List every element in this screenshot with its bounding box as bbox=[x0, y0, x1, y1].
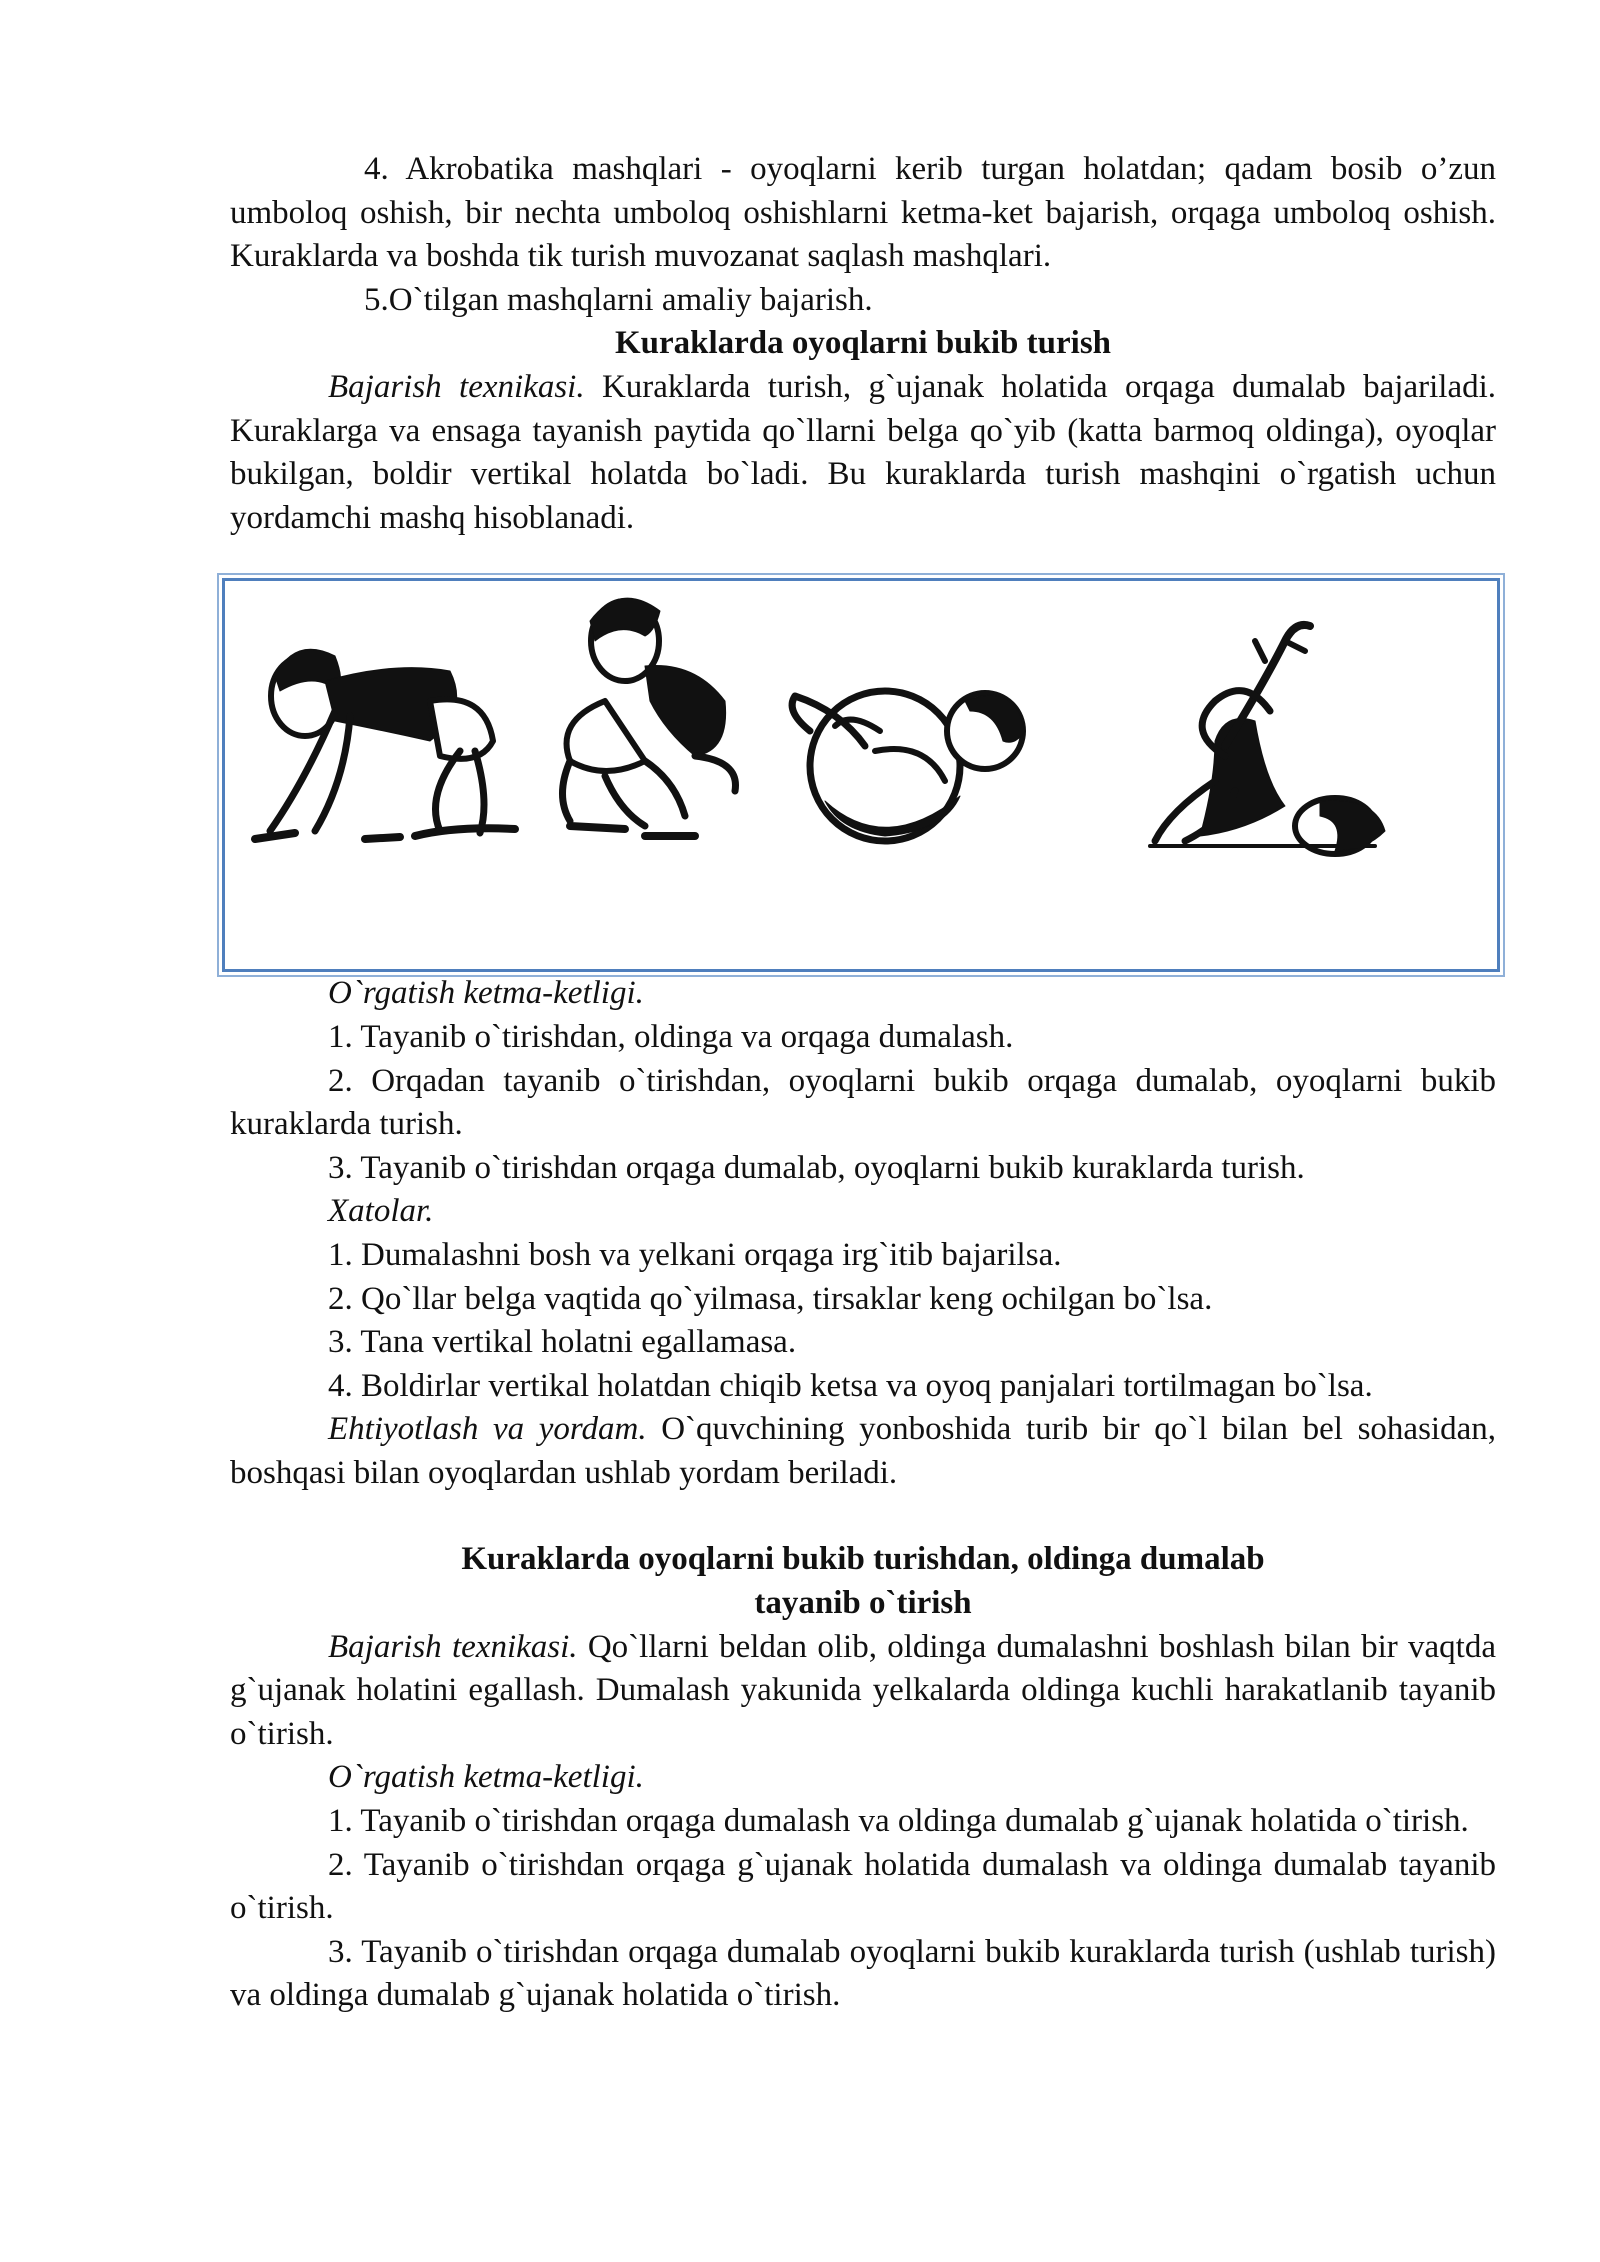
sequence-item: 3. Tayanib o`tirishdan orqaga dumalab, oyoqlarni bukib kuraklarda turish. bbox=[328, 1149, 1305, 1186]
figure-shoulder-stand bbox=[1150, 625, 1385, 854]
sequence-label-text: O`rgatish ketma-ketligi. bbox=[328, 1759, 644, 1796]
sequence-item: 2. Orqadan tayanib o`tirishdan, oyoqlarni bukib orqaga dumalab, oyoqlarni bukib kuraklarda turish. bbox=[230, 1062, 1496, 1143]
sequence-item: 1. Tayanib o`tirishdan, oldinga va orqaga dumalash. bbox=[328, 1018, 1014, 1055]
technique-paragraph-2 bbox=[230, 1626, 1496, 1757]
sequence-item: 1. Tayanib o`tirishdan orqaga dumalash va oldinga dumalab g`ujanak holatida o`tirish. bbox=[328, 1803, 1469, 1840]
technique-text: Qo`llarni beldan olib, oldinga dumalashni boshlash bilan bir vaqtda g`ujanak holatini egallash. Dumalash yakunida yelkalarda oldinga kuchli harakatlanib tayanib o`tirish. bbox=[230, 1628, 1497, 1752]
safety-paragraph bbox=[230, 1408, 1496, 1495]
sequence-label-2 bbox=[230, 1756, 1496, 1800]
technique-label: Bajarish texnikasi. bbox=[328, 1628, 578, 1665]
sequence-label-1 bbox=[230, 972, 1496, 1016]
spacer bbox=[230, 1495, 1496, 1538]
list-item-5: 5.O`tilgan mashqlarni amaliy bajarish. bbox=[364, 281, 873, 318]
safety-label: Ehtiyotlash va yordam. bbox=[328, 1411, 647, 1448]
figure-rolling-back bbox=[792, 691, 1025, 841]
gymnast-figures-drawing bbox=[225, 581, 1497, 969]
list-item-4: 4. Akrobatika mashqlari - oyoqlarni kerib turgan holatdan; qadam bosib o’zun umboloq oshish, bir nechta umboloq oshishlarni ketma-ket bajarish, orqaga umboloq oshish. Kuraklarda va boshda tik turish muvozanat saqlash mashqlari. bbox=[230, 151, 1496, 275]
section-heading-1: Kuraklarda oyoqlarni bukib turish bbox=[614, 325, 1112, 362]
technique-paragraph-1 bbox=[230, 366, 1496, 540]
sequence-label-text: O`rgatish ketma-ketligi. bbox=[328, 975, 644, 1012]
technique-text: Kuraklarda turish, g`ujanak holatida orqaga dumalab bajariladi. Kuraklarga va ensaga tayanish paytida qo`llarni belga qo`yib (katta barmoq oldinga), oyoqlar bukilgan, boldir vertikal holatda bo`ladi. Bu kuraklarda turish mashqini o`rgatish uchun yordamchi mashq hisoblanadi. bbox=[230, 368, 1497, 536]
error-item: 4. Boldirlar vertikal holatdan chiqib ketsa va oyoq panjalari tortilmagan bo`lsa. bbox=[328, 1367, 1373, 1404]
error-item: 2. Qo`llar belga vaqtida qo`yilmasa, tirsaklar keng ochilgan bo`lsa. bbox=[328, 1280, 1213, 1317]
section-heading-2-line2: tayanib o`tirish bbox=[754, 1585, 972, 1622]
error-item: 3. Tana vertikal holatni egallamasa. bbox=[328, 1324, 797, 1361]
figure-squatting bbox=[563, 598, 736, 836]
safety-text: O`quvchining yonboshida turib bir qo`l bilan bel sohasidan, boshqasi bilan oyoqlardan ushlab yordam beriladi. bbox=[230, 1411, 1496, 1491]
errors-label-text: Xatolar. bbox=[328, 1193, 434, 1230]
errors-label bbox=[230, 1190, 1496, 1234]
technique-label: Bajarish texnikasi. bbox=[328, 368, 585, 405]
sequence-item: 3. Tayanib o`tirishdan orqaga dumalab oyoqlarni bukib kuraklarda turish (ushlab turish) va oldinga dumalab g`ujanak holatida o`tirish. bbox=[230, 1933, 1496, 2014]
exercise-illustration bbox=[222, 578, 1500, 972]
document-page bbox=[230, 148, 1496, 2018]
section-heading-2-line1: Kuraklarda oyoqlarni bukib turishdan, oldinga dumalab bbox=[461, 1541, 1265, 1578]
error-item: 1. Dumalashni bosh va yelkani orqaga irg`itib bajarilsa. bbox=[328, 1236, 1062, 1273]
sequence-item: 2. Tayanib o`tirishdan orqaga g`ujanak holatida dumalash va oldinga dumalab tayanib o`tirish. bbox=[230, 1846, 1496, 1927]
figure-bending-forward bbox=[255, 650, 515, 840]
